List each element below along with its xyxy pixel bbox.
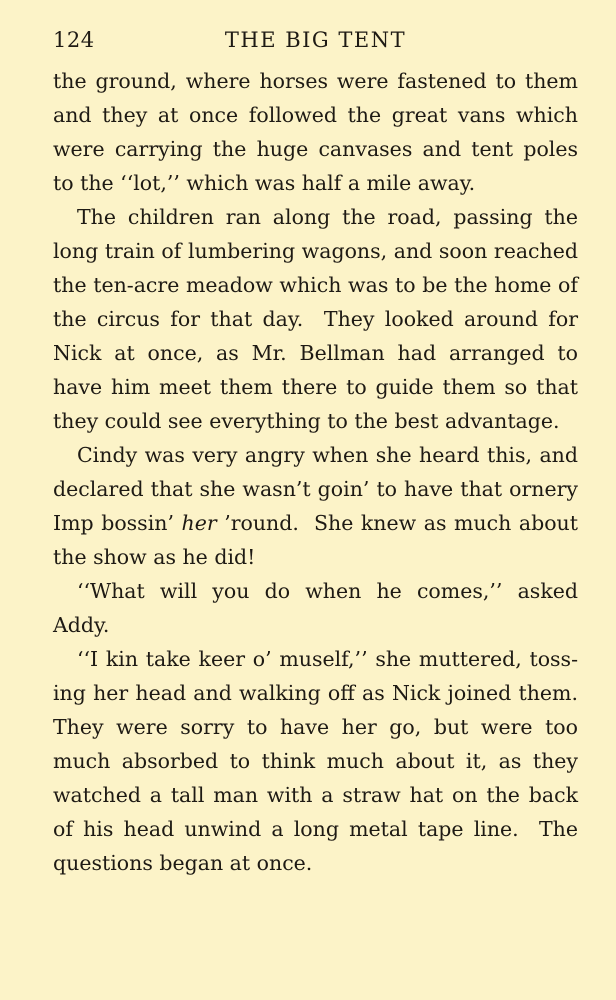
text-line: Cindy was very angry when she heard this, and (77, 443, 578, 467)
text-line: ‘‘What will you do when he comes,’’ asked (77, 579, 578, 603)
text-line (53, 506, 578, 540)
text-body (53, 64, 578, 880)
text-segment: ’round. She knew as much about (216, 511, 578, 535)
text-line: They were sorry to have her go, but were too (53, 715, 578, 739)
text-line: they could see everything to the best advantage. (53, 409, 560, 433)
text-line: declared that she wasn’t goin’ to have that ornery (53, 477, 578, 501)
text-line: the ground, where horses were fastened to them (53, 69, 578, 93)
text-line: The children ran along the road, passing the (77, 205, 578, 229)
text-line: the circus for that day. They looked around for (53, 307, 578, 331)
text-line: long train of lumbering wagons, and soon reached (53, 239, 578, 263)
text-line: were carrying the huge canvases and tent poles (53, 137, 578, 161)
text-line: watched a tall man with a straw hat on the back (53, 783, 578, 807)
page-number: 124 (53, 28, 95, 52)
text-segment: Imp bossin’ (53, 511, 182, 535)
text-line: questions began at once. (53, 851, 313, 875)
text-line: Addy. (53, 613, 110, 637)
text-line: the show as he did! (53, 545, 256, 569)
book-title: THE BIG TENT (224, 28, 407, 52)
text-line: have him meet them there to guide them so that (53, 375, 578, 399)
italic-word: her (181, 511, 217, 535)
text-line: to the ‘‘lot,’’ which was half a mile away. (53, 171, 476, 195)
text-line: and they at once followed the great vans which (53, 103, 578, 127)
running-head (53, 28, 578, 60)
text-line: much absorbed to think much about it, as they (53, 749, 578, 773)
text-line: the ten-acre meadow which was to be the home of (53, 273, 578, 297)
text-line: ‘‘I kin take keer o’ muself,’’ she muttered, toss- (77, 647, 578, 671)
text-line: of his head unwind a long metal tape line. The (53, 817, 578, 841)
text-line: Nick at once, as Mr. Bellman had arranged to (53, 341, 578, 365)
text-line: ing her head and walking off as Nick joined them. (53, 681, 578, 705)
